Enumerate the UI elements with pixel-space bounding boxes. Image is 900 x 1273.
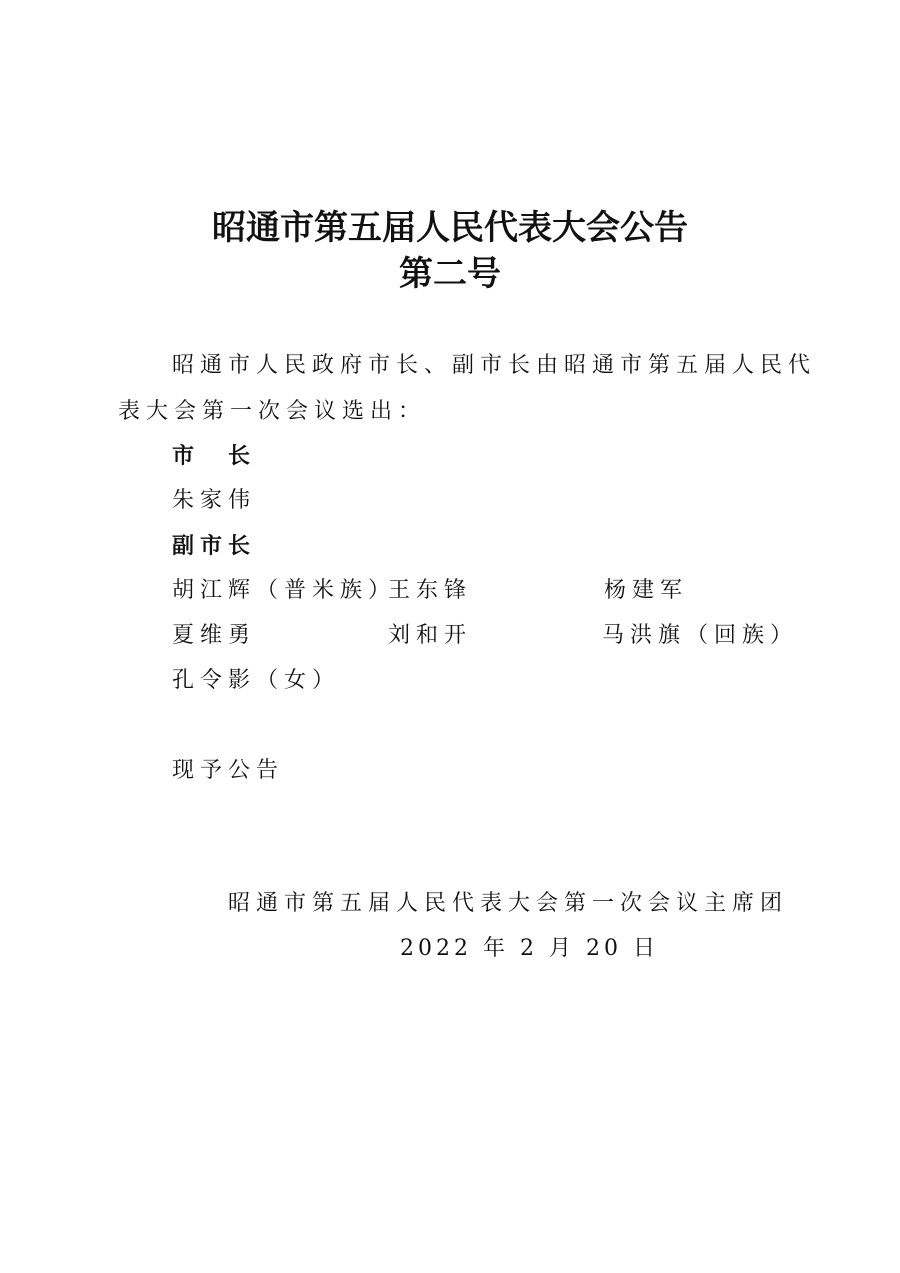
vice-mayor-name: 胡江辉（普米族）: [172, 578, 397, 603]
announce-text: 现予公告: [172, 758, 285, 783]
intro-text-line1: 昭通市人民政府市长、副市长由昭通市第五届人民代: [172, 353, 817, 378]
vice-mayor-name: 夏维勇: [172, 623, 257, 648]
announcement-number: 第二号: [399, 254, 501, 294]
vice-mayor-heading: 副市长: [172, 533, 257, 559]
vice-mayor-name: 杨建军: [604, 578, 689, 603]
announcement-title: 昭通市第五届人民代表大会公告: [212, 208, 688, 248]
intro-text-line2: 表大会第一次会议选出：: [118, 399, 427, 424]
vice-mayor-name: 刘和开: [388, 623, 473, 648]
mayor-name: 朱家伟: [172, 488, 257, 513]
vice-mayor-name: 孔令影（女）: [172, 668, 341, 693]
mayor-heading: 市 长: [172, 443, 257, 469]
vice-mayor-name: 王东锋: [388, 578, 473, 603]
issue-date: 2022 年 2 月 20 日: [400, 936, 659, 961]
issuer-signature: 昭通市第五届人民代表大会第一次会议主席团: [228, 891, 789, 916]
vice-mayor-name: 马洪旗（回族）: [602, 623, 799, 648]
